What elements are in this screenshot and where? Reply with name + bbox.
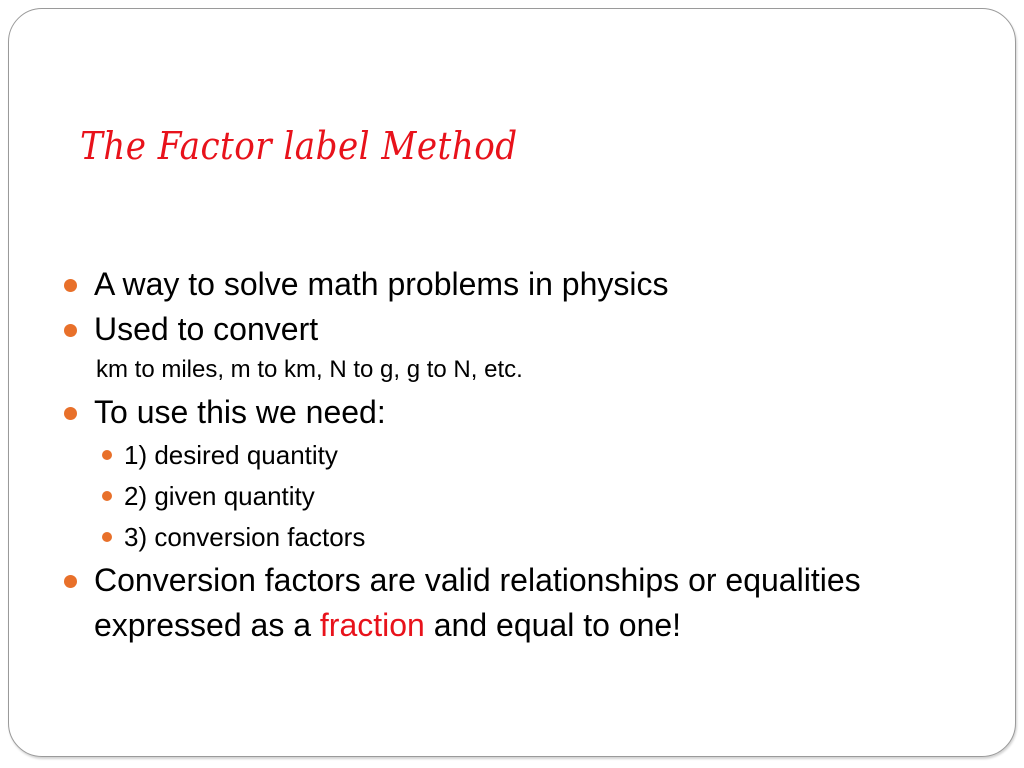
bullet-dot-icon xyxy=(64,324,77,337)
slide-body xyxy=(62,262,942,648)
bullet-dot-icon xyxy=(102,450,112,460)
continuation-text: km to miles, m to km, N to g, g to N, etc. xyxy=(96,356,523,383)
sub-bullet-item xyxy=(62,476,942,517)
highlight-text: fraction xyxy=(319,607,425,643)
bullet-text: Conversion factors are valid relationships or equalities expressed as a xyxy=(94,562,861,643)
sub-bullet-text: 3) conversion factors xyxy=(124,522,366,552)
slide-title: The Factor label Method xyxy=(80,124,518,168)
bullet-text: and equal to one! xyxy=(424,607,682,643)
bullet-text: To use this we need: xyxy=(94,394,386,430)
bullet-item xyxy=(62,262,942,307)
bullet-text: A way to solve math problems in physics xyxy=(94,266,669,302)
bullet-text: Used to convert xyxy=(94,311,319,347)
bullet-item xyxy=(62,558,942,648)
sub-bullet-item xyxy=(62,517,942,558)
sub-bullet-text: 2) given quantity xyxy=(124,481,315,511)
bullet-item xyxy=(62,307,942,352)
bullet-item xyxy=(62,390,942,435)
sub-bullet-text: 1) desired quantity xyxy=(124,440,338,470)
sub-bullet-item xyxy=(62,435,942,476)
bullet-dot-icon xyxy=(64,279,77,292)
bullet-dot-icon xyxy=(102,532,112,542)
bullet-dot-icon xyxy=(64,575,77,588)
bullet-dot-icon xyxy=(102,491,112,501)
bullet-dot-icon xyxy=(64,407,77,420)
